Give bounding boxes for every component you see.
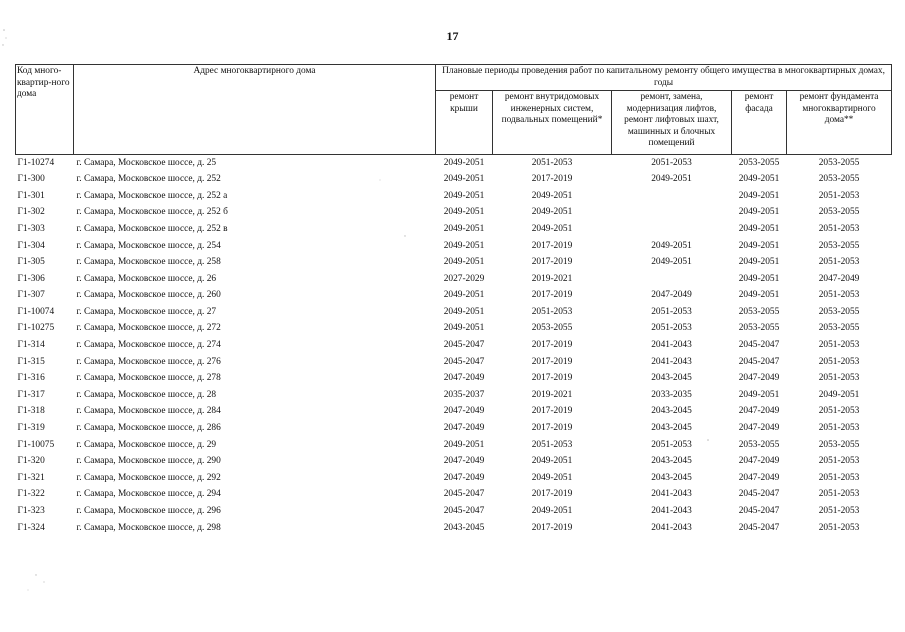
cell-foundation: 2049-2051 bbox=[818, 389, 860, 400]
cell-address: г. Самара, Московское шоссе, д. 276 bbox=[76, 356, 221, 367]
cell-facade: 2047-2049 bbox=[738, 406, 780, 417]
cell-roof: 2047-2049 bbox=[443, 373, 485, 384]
cell-systems: 2049-2051 bbox=[531, 456, 573, 467]
cell-roof: 2049-2051 bbox=[443, 323, 485, 334]
cell-lifts: 2043-2045 bbox=[651, 406, 692, 417]
cell-lifts: 2049-2051 bbox=[651, 257, 692, 268]
header-facade: ремонт фасада bbox=[732, 91, 787, 155]
cell-lifts bbox=[612, 271, 732, 288]
cell-code: Г1-319 bbox=[17, 423, 45, 434]
cell-foundation: 2053-2055 bbox=[818, 306, 860, 317]
cell-systems: 2017-2019 bbox=[531, 489, 573, 500]
cell-lifts: 2041-2043 bbox=[651, 356, 692, 367]
table-body bbox=[16, 155, 892, 537]
cell-foundation: 2051-2053 bbox=[818, 290, 860, 301]
table-row bbox=[16, 205, 892, 222]
cell-address: г. Самара, Московское шоссе, д. 298 bbox=[76, 522, 221, 533]
cell-roof: 2049-2051 bbox=[443, 223, 485, 234]
cell-systems: 2019-2021 bbox=[531, 273, 573, 284]
cell-roof: 2035-2037 bbox=[443, 389, 485, 400]
cell-address: г. Самара, Московское шоссе, д. 254 bbox=[76, 240, 221, 251]
table-row bbox=[16, 321, 892, 338]
cell-foundation: 2051-2053 bbox=[818, 356, 860, 367]
cell-roof: 2049-2051 bbox=[443, 157, 485, 168]
cell-systems: 2017-2019 bbox=[531, 423, 573, 434]
cell-lifts: 2041-2043 bbox=[651, 489, 692, 500]
cell-foundation: 2053-2055 bbox=[818, 240, 860, 251]
cell-foundation: 2053-2055 bbox=[818, 174, 860, 185]
cell-foundation: 2051-2053 bbox=[818, 257, 860, 268]
cell-code: Г1-10275 bbox=[17, 323, 55, 334]
cell-lifts: 2043-2045 bbox=[651, 423, 692, 434]
table-row bbox=[16, 421, 892, 438]
table-row bbox=[16, 354, 892, 371]
cell-facade: 2049-2051 bbox=[738, 290, 780, 301]
cell-roof: 2043-2045 bbox=[443, 522, 485, 533]
cell-address: г. Самара, Московское шоссе, д. 284 bbox=[76, 406, 221, 417]
cell-systems: 2017-2019 bbox=[531, 240, 573, 251]
cell-address: г. Самара, Московское шоссе, д. 296 bbox=[76, 506, 221, 517]
table-row bbox=[16, 454, 892, 471]
cell-code: Г1-321 bbox=[17, 472, 45, 483]
table-row bbox=[16, 338, 892, 355]
cell-code: Г1-303 bbox=[17, 223, 45, 234]
cell-lifts: 2043-2045 bbox=[651, 472, 692, 483]
cell-foundation: 2053-2055 bbox=[818, 207, 860, 218]
cell-roof: 2049-2051 bbox=[443, 174, 485, 185]
header-address: Адрес многоквартирного дома bbox=[74, 65, 436, 155]
cell-address: г. Самара, Московское шоссе, д. 292 bbox=[76, 472, 221, 483]
cell-lifts: 2047-2049 bbox=[651, 290, 692, 301]
cell-code: Г1-318 bbox=[17, 406, 45, 417]
cell-foundation: 2047-2049 bbox=[818, 273, 860, 284]
header-foundation: ремонт фундамента многоквартирного дома** bbox=[787, 91, 892, 155]
cell-code: Г1-10074 bbox=[17, 306, 55, 317]
cell-foundation: 2051-2053 bbox=[818, 522, 860, 533]
header-code: Код много-квартир-ного дома bbox=[16, 65, 74, 155]
cell-foundation: 2051-2053 bbox=[818, 456, 860, 467]
cell-lifts bbox=[612, 205, 732, 222]
cell-roof: 2045-2047 bbox=[443, 506, 485, 517]
cell-code: Г1-302 bbox=[17, 207, 45, 218]
table-row bbox=[16, 271, 892, 288]
cell-facade: 2047-2049 bbox=[738, 456, 780, 467]
cell-code: Г1-317 bbox=[17, 389, 45, 400]
cell-foundation: 2051-2053 bbox=[818, 340, 860, 351]
cell-foundation: 2053-2055 bbox=[818, 157, 860, 168]
cell-facade: 2045-2047 bbox=[738, 340, 780, 351]
header-periods: Плановые периоды проведения работ по капитальному ремонту общего имущества в многоквартирных домах, годы bbox=[436, 65, 892, 91]
cell-code: Г1-320 bbox=[17, 456, 45, 467]
cell-foundation: 2053-2055 bbox=[818, 439, 860, 450]
cell-address: г. Самара, Московское шоссе, д. 274 bbox=[76, 340, 221, 351]
cell-address: г. Самара, Московское шоссе, д. 252 bbox=[76, 174, 221, 185]
table-header bbox=[16, 65, 892, 155]
cell-systems: 2017-2019 bbox=[531, 174, 573, 185]
table-row bbox=[16, 371, 892, 388]
cell-facade: 2047-2049 bbox=[738, 373, 780, 384]
cell-roof: 2049-2051 bbox=[443, 190, 485, 201]
table-row bbox=[16, 487, 892, 504]
cell-facade: 2053-2055 bbox=[738, 306, 780, 317]
cell-facade: 2049-2051 bbox=[738, 190, 780, 201]
cell-systems: 2051-2053 bbox=[531, 439, 573, 450]
cell-roof: 2045-2047 bbox=[443, 489, 485, 500]
cell-systems: 2049-2051 bbox=[531, 207, 573, 218]
cell-systems: 2017-2019 bbox=[531, 373, 573, 384]
cell-systems: 2017-2019 bbox=[531, 340, 573, 351]
cell-facade: 2045-2047 bbox=[738, 356, 780, 367]
cell-address: г. Самара, Московское шоссе, д. 286 bbox=[76, 423, 221, 434]
cell-address: г. Самара, Московское шоссе, д. 28 bbox=[76, 389, 217, 400]
cell-facade: 2047-2049 bbox=[738, 423, 780, 434]
cell-facade: 2053-2055 bbox=[738, 157, 780, 168]
table-row bbox=[16, 520, 892, 537]
cell-foundation: 2051-2053 bbox=[818, 223, 860, 234]
cell-systems: 2049-2051 bbox=[531, 223, 573, 234]
cell-foundation: 2051-2053 bbox=[818, 423, 860, 434]
cell-lifts: 2041-2043 bbox=[651, 340, 692, 351]
cell-facade: 2053-2055 bbox=[738, 323, 780, 334]
cell-code: Г1-316 bbox=[17, 373, 45, 384]
table-row bbox=[16, 437, 892, 454]
table-row bbox=[16, 503, 892, 520]
cell-lifts: 2033-2035 bbox=[651, 389, 692, 400]
cell-systems: 2017-2019 bbox=[531, 257, 573, 268]
cell-facade: 2049-2051 bbox=[738, 273, 780, 284]
cell-roof: 2047-2049 bbox=[443, 472, 485, 483]
table-row bbox=[16, 221, 892, 238]
cell-facade: 2049-2051 bbox=[738, 223, 780, 234]
cell-address: г. Самара, Московское шоссе, д. 294 bbox=[76, 489, 221, 500]
cell-roof: 2049-2051 bbox=[443, 439, 485, 450]
cell-address: г. Самара, Московское шоссе, д. 252 б bbox=[76, 207, 228, 218]
cell-foundation: 2051-2053 bbox=[818, 472, 860, 483]
cell-roof: 2047-2049 bbox=[443, 456, 485, 467]
cell-systems: 2051-2053 bbox=[531, 157, 573, 168]
cell-systems: 2019-2021 bbox=[531, 389, 573, 400]
cell-systems: 2049-2051 bbox=[531, 190, 573, 201]
table-row bbox=[16, 470, 892, 487]
cell-address: г. Самара, Московское шоссе, д. 29 bbox=[76, 439, 217, 450]
cell-code: Г1-307 bbox=[17, 290, 45, 301]
table-row bbox=[16, 238, 892, 255]
cell-code: Г1-300 bbox=[17, 174, 45, 185]
cell-code: Г1-324 bbox=[17, 522, 45, 533]
cell-lifts: 2051-2053 bbox=[651, 439, 692, 450]
table-row bbox=[16, 304, 892, 321]
table-row bbox=[16, 188, 892, 205]
cell-code: Г1-10274 bbox=[17, 157, 55, 168]
cell-lifts bbox=[612, 188, 732, 205]
cell-facade: 2045-2047 bbox=[738, 489, 780, 500]
cell-systems: 2051-2053 bbox=[531, 306, 573, 317]
cell-roof: 2049-2051 bbox=[443, 257, 485, 268]
cell-lifts: 2049-2051 bbox=[651, 174, 692, 185]
cell-code: Г1-322 bbox=[17, 489, 45, 500]
cell-address: г. Самара, Московское шоссе, д. 25 bbox=[76, 157, 217, 168]
cell-code: Г1-306 bbox=[17, 273, 45, 284]
cell-lifts: 2049-2051 bbox=[651, 240, 692, 251]
cell-roof: 2049-2051 bbox=[443, 240, 485, 251]
cell-roof: 2049-2051 bbox=[443, 306, 485, 317]
cell-facade: 2045-2047 bbox=[738, 506, 780, 517]
cell-address: г. Самара, Московское шоссе, д. 278 bbox=[76, 373, 221, 384]
cell-lifts: 2051-2053 bbox=[651, 157, 692, 168]
cell-facade: 2053-2055 bbox=[738, 439, 780, 450]
cell-facade: 2047-2049 bbox=[738, 472, 780, 483]
table-row bbox=[16, 288, 892, 305]
cell-address: г. Самара, Московское шоссе, д. 258 bbox=[76, 257, 221, 268]
cell-code: Г1-315 bbox=[17, 356, 45, 367]
cell-roof: 2049-2051 bbox=[443, 207, 485, 218]
cell-facade: 2049-2051 bbox=[738, 207, 780, 218]
header-roof: ремонт крыши bbox=[436, 91, 493, 155]
header-systems: ремонт внутридомовых инженерных систем, подвальных помещений* bbox=[493, 91, 612, 155]
cell-facade: 2045-2047 bbox=[738, 522, 780, 533]
cell-code: Г1-305 bbox=[17, 257, 45, 268]
cell-lifts: 2041-2043 bbox=[651, 522, 692, 533]
cell-systems: 2049-2051 bbox=[531, 506, 573, 517]
cell-address: г. Самара, Московское шоссе, д. 272 bbox=[76, 323, 221, 334]
table-row bbox=[16, 387, 892, 404]
cell-facade: 2049-2051 bbox=[738, 174, 780, 185]
table-row bbox=[16, 155, 892, 172]
page-number: 17 bbox=[446, 29, 459, 43]
cell-foundation: 2051-2053 bbox=[818, 406, 860, 417]
cell-code: Г1-301 bbox=[17, 190, 45, 201]
cell-address: г. Самара, Московское шоссе, д. 260 bbox=[76, 290, 221, 301]
cell-systems: 2017-2019 bbox=[531, 522, 573, 533]
cell-address: г. Самара, Московское шоссе, д. 290 bbox=[76, 456, 221, 467]
cell-systems: 2017-2019 bbox=[531, 406, 573, 417]
cell-foundation: 2051-2053 bbox=[818, 489, 860, 500]
capital-repair-table bbox=[15, 64, 892, 537]
cell-facade: 2049-2051 bbox=[738, 257, 780, 268]
cell-facade: 2049-2051 bbox=[738, 240, 780, 251]
cell-address: г. Самара, Московское шоссе, д. 26 bbox=[76, 273, 217, 284]
cell-lifts: 2041-2043 bbox=[651, 506, 692, 517]
cell-lifts: 2043-2045 bbox=[651, 456, 692, 467]
cell-code: Г1-314 bbox=[17, 340, 45, 351]
cell-roof: 2027-2029 bbox=[443, 273, 485, 284]
cell-foundation: 2053-2055 bbox=[818, 323, 860, 334]
cell-roof: 2049-2051 bbox=[443, 290, 485, 301]
cell-code: Г1-304 bbox=[17, 240, 45, 251]
cell-roof: 2047-2049 bbox=[443, 406, 485, 417]
cell-systems: 2017-2019 bbox=[531, 290, 573, 301]
cell-code: Г1-323 bbox=[17, 506, 45, 517]
cell-systems: 2053-2055 bbox=[531, 323, 573, 334]
cell-roof: 2045-2047 bbox=[443, 356, 485, 367]
cell-lifts: 2051-2053 bbox=[651, 306, 692, 317]
cell-lifts bbox=[612, 221, 732, 238]
cell-address: г. Самара, Московское шоссе, д. 27 bbox=[76, 306, 217, 317]
header-lifts: ремонт, замена, модернизация лифтов, ремонт лифтовых шахт, машинных и блочных помещений bbox=[612, 91, 732, 155]
cell-foundation: 2051-2053 bbox=[818, 373, 860, 384]
cell-systems: 2017-2019 bbox=[531, 356, 573, 367]
cell-systems: 2049-2051 bbox=[531, 472, 573, 483]
cell-roof: 2047-2049 bbox=[443, 423, 485, 434]
cell-lifts: 2043-2045 bbox=[651, 373, 692, 384]
cell-lifts: 2051-2053 bbox=[651, 323, 692, 334]
cell-facade: 2049-2051 bbox=[738, 389, 780, 400]
cell-roof: 2045-2047 bbox=[443, 340, 485, 351]
cell-code: Г1-10075 bbox=[17, 439, 55, 450]
table-row bbox=[16, 255, 892, 272]
cell-address: г. Самара, Московское шоссе, д. 252 а bbox=[76, 190, 228, 201]
cell-address: г. Самара, Московское шоссе, д. 252 в bbox=[76, 223, 228, 234]
cell-foundation: 2051-2053 bbox=[818, 506, 860, 517]
table-row bbox=[16, 404, 892, 421]
table-row bbox=[16, 172, 892, 189]
cell-foundation: 2051-2053 bbox=[818, 190, 860, 201]
